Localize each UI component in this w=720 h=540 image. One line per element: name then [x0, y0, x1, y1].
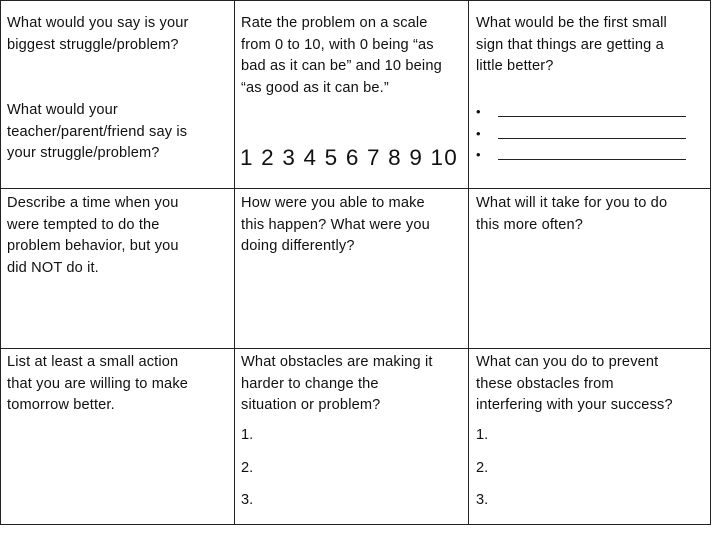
list-item[interactable]: 3.	[476, 492, 489, 508]
others-view-prompt: What would your teacher/parent/friend say is your struggle/problem?	[7, 102, 188, 161]
bullet-line[interactable]	[476, 143, 696, 165]
bullet-marker: •	[476, 125, 481, 141]
obstacles-numbered-list	[241, 427, 253, 525]
fill-in-blank	[498, 138, 686, 139]
small-action-prompt: List at least a small action that you are willing to make tomorrow better.	[7, 354, 189, 413]
fill-in-blank	[498, 116, 686, 117]
list-item[interactable]: 1.	[241, 427, 254, 443]
how-able-prompt: How were you able to make this happen? What were you doing differently?	[241, 195, 430, 254]
list-item[interactable]: 2.	[476, 459, 489, 476]
first-sign-prompt: What would be the first small sign that things are getting a little better?	[476, 15, 667, 74]
bullet-line[interactable]	[476, 122, 696, 144]
rating-scale: 1 2 3 4 5 6 7 8 9 10	[240, 145, 458, 170]
column-divider-1	[234, 1, 235, 524]
first-sign-bullet-list	[476, 100, 696, 165]
column-divider-2	[468, 1, 469, 524]
prevent-obstacles-prompt: What can you do to prevent these obstacles from interfering with your success?	[476, 354, 673, 413]
prevent-numbered-list	[476, 427, 488, 525]
rating-prompt: Rate the problem on a scale from 0 to 10, with 0 being “as bad as it can be” and 10 being “as good as it can be.”	[241, 15, 442, 96]
row-divider-1	[1, 188, 710, 189]
bullet-marker: •	[476, 147, 481, 162]
list-item[interactable]: 1.	[476, 427, 489, 443]
do-more-often-prompt: What will it take for you to do this more often?	[476, 195, 668, 233]
biggest-struggle-prompt: What would you say is your biggest struggle/problem?	[7, 15, 189, 53]
tempted-time-prompt: Describe a time when you were tempted to do the problem behavior, but you did NOT do it.	[7, 195, 179, 276]
bullet-line[interactable]	[476, 100, 696, 122]
obstacles-prompt: What obstacles are making it harder to change the situation or problem?	[241, 354, 433, 413]
list-item[interactable]: 3.	[241, 492, 254, 508]
list-item[interactable]: 2.	[241, 459, 254, 476]
row-divider-2	[1, 348, 710, 349]
fill-in-blank	[498, 159, 686, 160]
bullet-marker: •	[476, 104, 481, 119]
